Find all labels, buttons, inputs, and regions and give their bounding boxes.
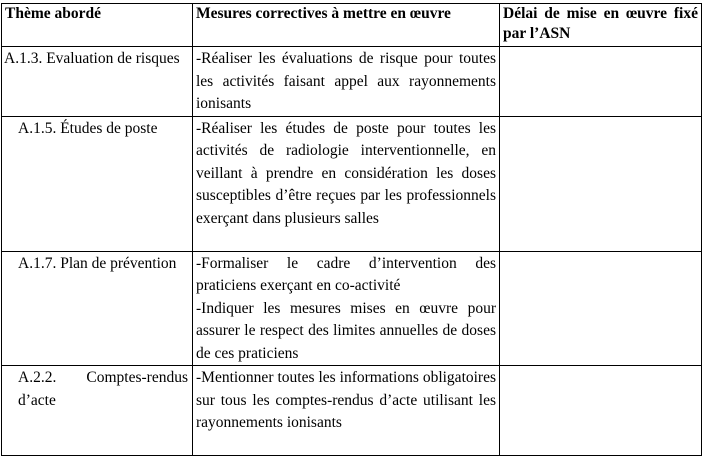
deadline-cell [500, 251, 702, 366]
table-row [2, 116, 702, 251]
measure-text: -Réaliser les évaluations de risque pour toutes les activités faisant appel aux rayonnements ionisants [196, 50, 496, 112]
theme-cell: A.1.5. Études de poste [2, 116, 193, 251]
header-deadline: Délai de mise en œuvre fixé par l’ASN [500, 4, 702, 47]
deadline-cell [500, 47, 702, 117]
table-row [2, 366, 702, 456]
measure-cell [193, 116, 500, 251]
theme-cell: A.1.7. Plan de prévention [2, 251, 193, 366]
measure-text: -Réaliser les études de poste pour toutes les activités de radiologie interventionnelle, en veillant à prendre en considération les doses susceptibles d’être reçues par les professionnels exerçant dans plusieurs salles [196, 119, 496, 227]
measure-cell [193, 366, 500, 456]
table-header-row [2, 4, 702, 47]
measure-text: -Formaliser le cadre d’intervention des praticiens exerçant en co-activité [196, 254, 496, 294]
measure-cell [193, 251, 500, 366]
measure-cell [193, 47, 500, 117]
measure-text: -Indiquer les mesures mises en œuvre pour assurer le respect des limites annuelles de doses de ces praticiens [196, 299, 496, 362]
header-corrective-measures: Mesures correctives à mettre en œuvre [193, 4, 500, 47]
table-row [2, 47, 702, 117]
table-row [2, 251, 702, 366]
theme-cell: A.2.2. Comptes-rendus d’acte [2, 366, 193, 456]
deadline-cell [500, 116, 702, 251]
theme-cell: A.1.3. Evaluation de risques [2, 47, 193, 117]
measure-text: -Mentionner toutes les informations obligatoires sur tous les comptes-rendus d’acte utilisant les rayonnements ionisants [196, 369, 496, 431]
deadline-cell [500, 366, 702, 456]
corrective-measures-table [1, 3, 702, 456]
header-theme: Thème abordé [2, 4, 193, 47]
